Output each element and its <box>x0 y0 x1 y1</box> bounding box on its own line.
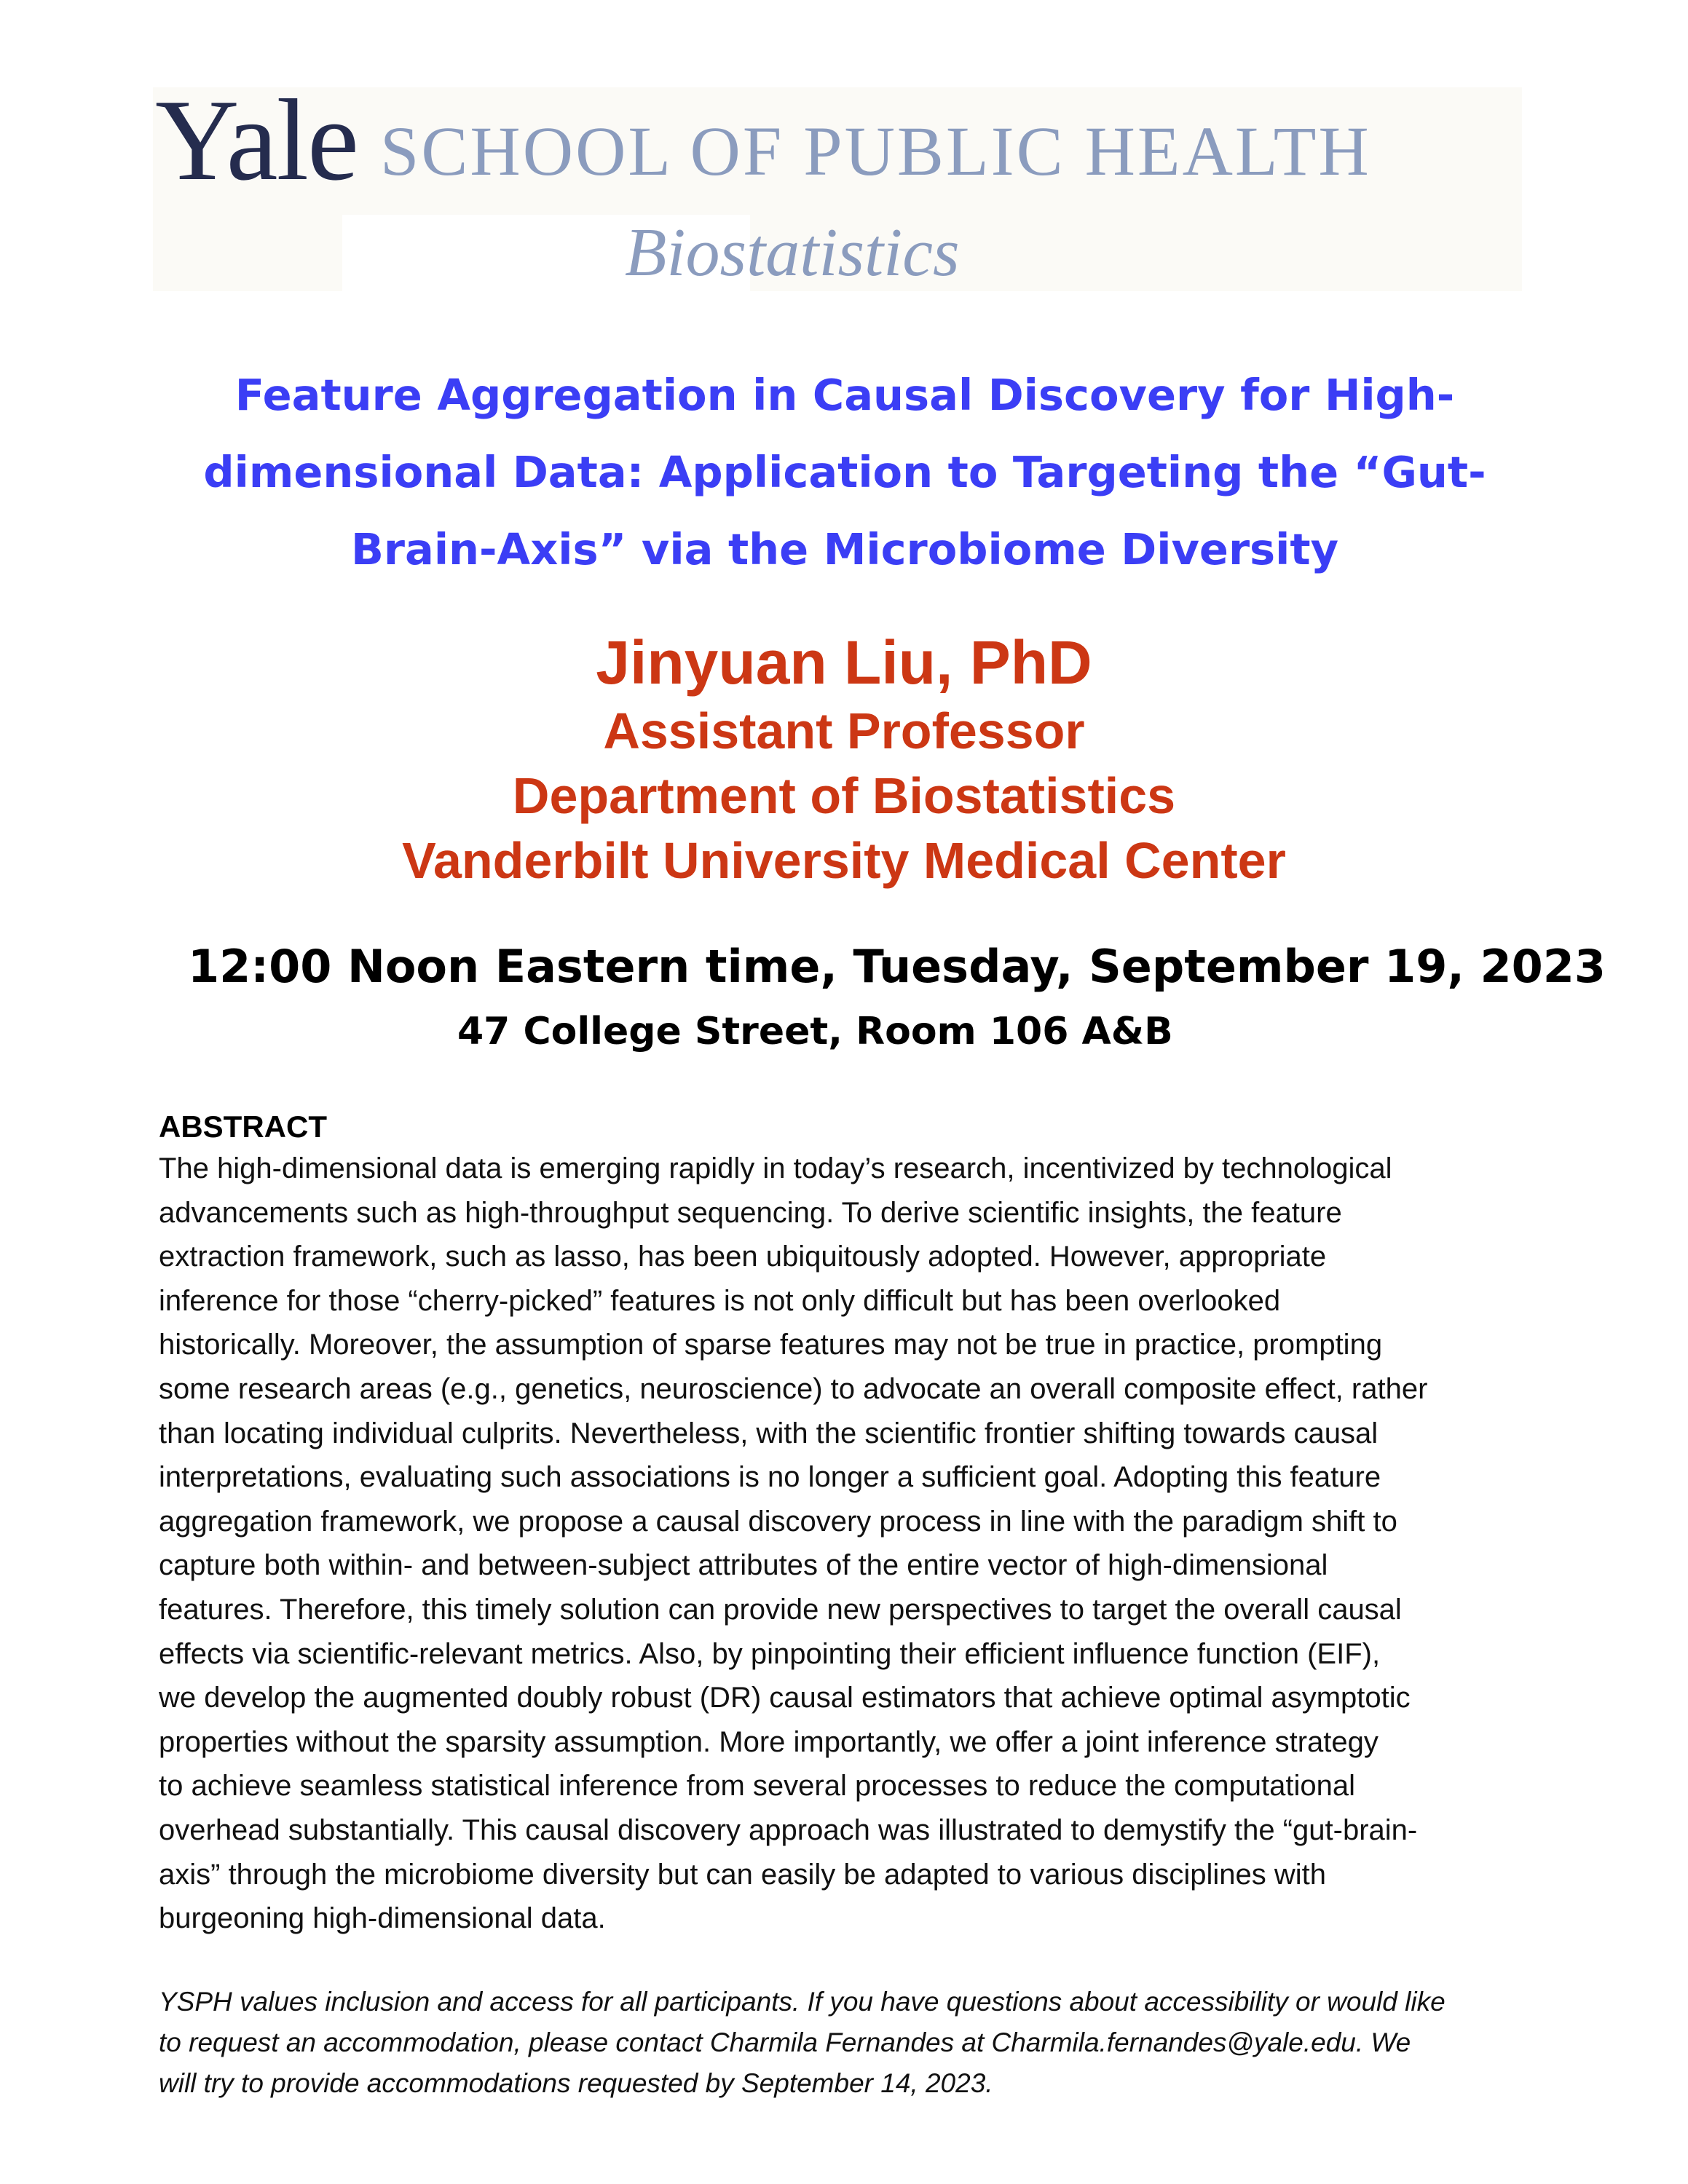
abstract-line: to achieve seamless statistical inference from several processes to reduce the computational <box>159 1770 1356 1803</box>
accessibility-note-line: YSPH values inclusion and access for all participants. If you have questions about accessibility or would like <box>159 1987 1446 2017</box>
abstract-line: historically. Moreover, the assumption of sparse features may not be true in practice, prompting <box>159 1329 1383 1361</box>
abstract-line: some research areas (e.g., genetics, neuroscience) to advocate an overall composite effect, rather <box>159 1372 1428 1405</box>
talk-title <box>117 357 1573 588</box>
abstract-line: features. Therefore, this timely solution can provide new perspectives to target the overall causal <box>159 1593 1402 1626</box>
abstract-line: interpretations, evaluating such associations is no longer a sufficient goal. Adopting this feature <box>159 1461 1381 1494</box>
speaker-department: Department of Biostatistics <box>512 767 1176 824</box>
speaker-block <box>0 626 1688 893</box>
school-name: SCHOOL OF PUBLIC HEALTH <box>380 112 1371 190</box>
talk-title-line: dimensional Data: Application to Targeting the “Gut- <box>203 447 1486 497</box>
event-time: 12:00 Noon Eastern time, Tuesday, September 19, 2023 <box>188 940 1606 993</box>
abstract-line: advancements such as high-throughput sequencing. To derive scientific insights, the feature <box>159 1196 1342 1229</box>
accessibility-note-line: will try to provide accommodations requested by September 14, 2023. <box>159 2068 993 2098</box>
speaker-name: Jinyuan Liu, PhD <box>596 628 1092 697</box>
speaker-institution: Vanderbilt University Medical Center <box>402 832 1286 889</box>
abstract-line: The high-dimensional data is emerging rapidly in today’s research, incentivized by technological <box>159 1152 1392 1184</box>
abstract-heading: ABSTRACT <box>159 1109 327 1144</box>
abstract-line: we develop the augmented doubly robust (DR) causal estimators that achieve optimal asymptotic <box>159 1682 1411 1714</box>
abstract-line: aggregation framework, we propose a causal discovery process in line with the paradigm shift to <box>159 1505 1397 1538</box>
speaker-position: Assistant Professor <box>603 703 1085 759</box>
abstract-line: extraction framework, such as lasso, has been ubiquitously adopted. However, appropriate <box>159 1241 1327 1273</box>
department-name: Biostatistics <box>625 215 960 290</box>
abstract-line: burgeoning high-dimensional data. <box>159 1902 606 1935</box>
accessibility-note <box>159 1982 1542 2104</box>
event-location: 47 College Street, Room 106 A&B <box>457 1010 1173 1053</box>
talk-title-line: Feature Aggregation in Causal Discovery for High- <box>234 370 1455 420</box>
abstract-line: axis” through the microbiome diversity but can easily be adapted to various disciplines with <box>159 1858 1327 1891</box>
accessibility-note-line: to request an accommodation, please contact Charmila Fernandes at Charmila.fernandes@yale.edu. We <box>159 2027 1411 2057</box>
abstract-line: properties without the sparsity assumption. More importantly, we offer a joint inference strategy <box>159 1725 1379 1758</box>
abstract-line: capture both within- and between-subject attributes of the entire vector of high-dimensional <box>159 1549 1328 1582</box>
abstract-body <box>159 1147 1542 1941</box>
yale-logo-text: Yale <box>155 75 358 205</box>
abstract-line: inference for those “cherry-picked” features is not only difficult but has been overlooked <box>159 1284 1281 1317</box>
abstract-line: than locating individual culprits. Nevertheless, with the scientific frontier shifting towards causal <box>159 1417 1379 1449</box>
talk-title-line: Brain-Axis” via the Microbiome Diversity <box>350 524 1339 574</box>
abstract-line: effects via scientific-relevant metrics. Also, by pinpointing their efficient influence function (EIF), <box>159 1637 1381 1670</box>
abstract-line: overhead substantially. This causal discovery approach was illustrated to demystify the “gut-brain- <box>159 1813 1418 1846</box>
